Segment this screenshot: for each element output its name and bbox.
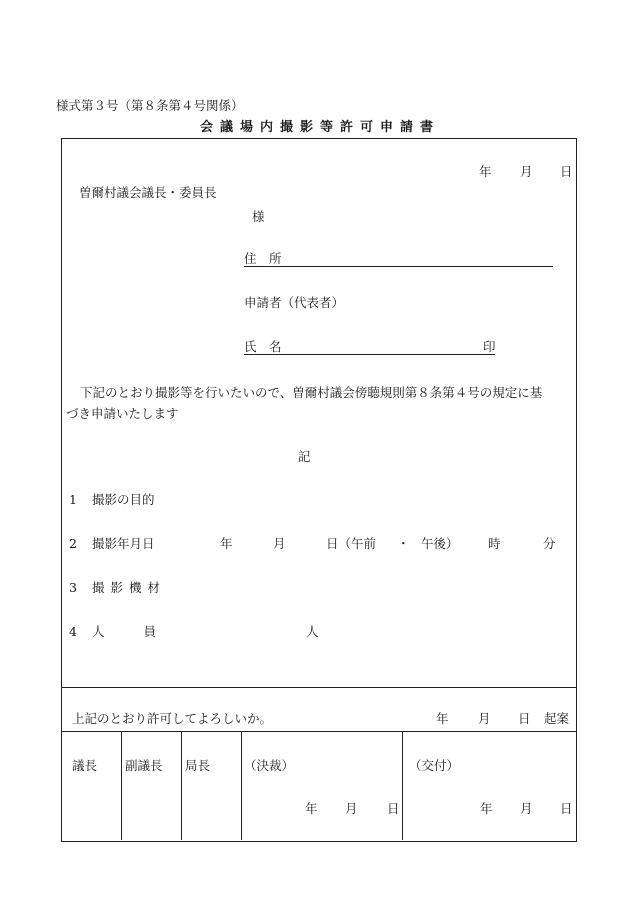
draft-label: 起案 [544, 711, 570, 726]
form-title: 会議場内撮影等許可申請書 [200, 120, 441, 135]
approval-text: 上記のとおり許可してよろしいか。 [72, 711, 273, 726]
stamp-decision-label: （決裁） [244, 758, 295, 773]
delivery-year-label: 年 [480, 801, 493, 816]
section-divider [61, 687, 576, 688]
shoot-pm-label: 午後） [421, 536, 459, 551]
decision-year-label: 年 [305, 801, 318, 816]
name-underline [244, 354, 495, 355]
item-purpose-label: 撮影の目的 [92, 492, 155, 507]
shoot-day-am-label: 日（午前 [326, 536, 377, 551]
body-text-line1: 下記のとおり撮影等を行いたいので、曽爾村議会傍聴規則第８条第４号の規定に基 [80, 385, 543, 400]
approval-day-label: 日 [518, 711, 531, 726]
shoot-hour-label: 時 [488, 536, 501, 551]
stamp-divider [402, 731, 403, 840]
body-text-line2: づき申請いたします [66, 406, 179, 421]
seal-mark: 印 [483, 339, 496, 354]
delivery-day-label: 日 [560, 801, 573, 816]
stamp-divider [241, 731, 242, 840]
address-underline [244, 266, 553, 267]
ki-heading: 記 [298, 449, 311, 464]
date-day-label: 日 [560, 164, 573, 179]
item-equipment-label: 撮影機材 [92, 580, 167, 595]
item-number: 1 [69, 492, 77, 507]
item-number: 3 [69, 580, 77, 595]
approval-year-label: 年 [436, 711, 449, 726]
stamp-vice-chair-label: 副議長 [125, 758, 163, 773]
am-pm-separator: ・ [397, 536, 410, 551]
item-persons-label: 人員 [92, 624, 196, 639]
approval-month-label: 月 [478, 711, 491, 726]
name-label: 氏 名 [244, 339, 282, 354]
stamp-divider [181, 731, 182, 840]
stamp-director-label: 局長 [185, 758, 211, 773]
date-year-label: 年 [479, 164, 492, 179]
stamp-delivery-label: （交付） [409, 758, 460, 773]
item-number: 4 [69, 624, 77, 639]
stamp-table-top [61, 731, 576, 732]
form-number: 様式第３号（第８条第４号関係） [56, 98, 244, 113]
decision-month-label: 月 [345, 801, 358, 816]
addressee-honorific: 様 [252, 209, 265, 224]
stamp-chair-label: 議長 [72, 758, 98, 773]
shoot-year-label: 年 [220, 536, 233, 551]
shoot-minute-label: 分 [543, 536, 556, 551]
date-month-label: 月 [520, 164, 533, 179]
persons-unit: 人 [306, 624, 319, 639]
address-label: 住 所 [244, 251, 282, 266]
form-frame [61, 138, 577, 842]
decision-day-label: 日 [387, 801, 400, 816]
item-number: 2 [69, 536, 77, 551]
stamp-divider [121, 731, 122, 840]
representative-label: 申請者（代表者） [244, 295, 345, 310]
item-date-label: 撮影年月日 [92, 536, 155, 551]
addressee: 曽爾村議会議長・委員長 [79, 185, 217, 200]
shoot-month-label: 月 [273, 536, 286, 551]
delivery-month-label: 月 [520, 801, 533, 816]
